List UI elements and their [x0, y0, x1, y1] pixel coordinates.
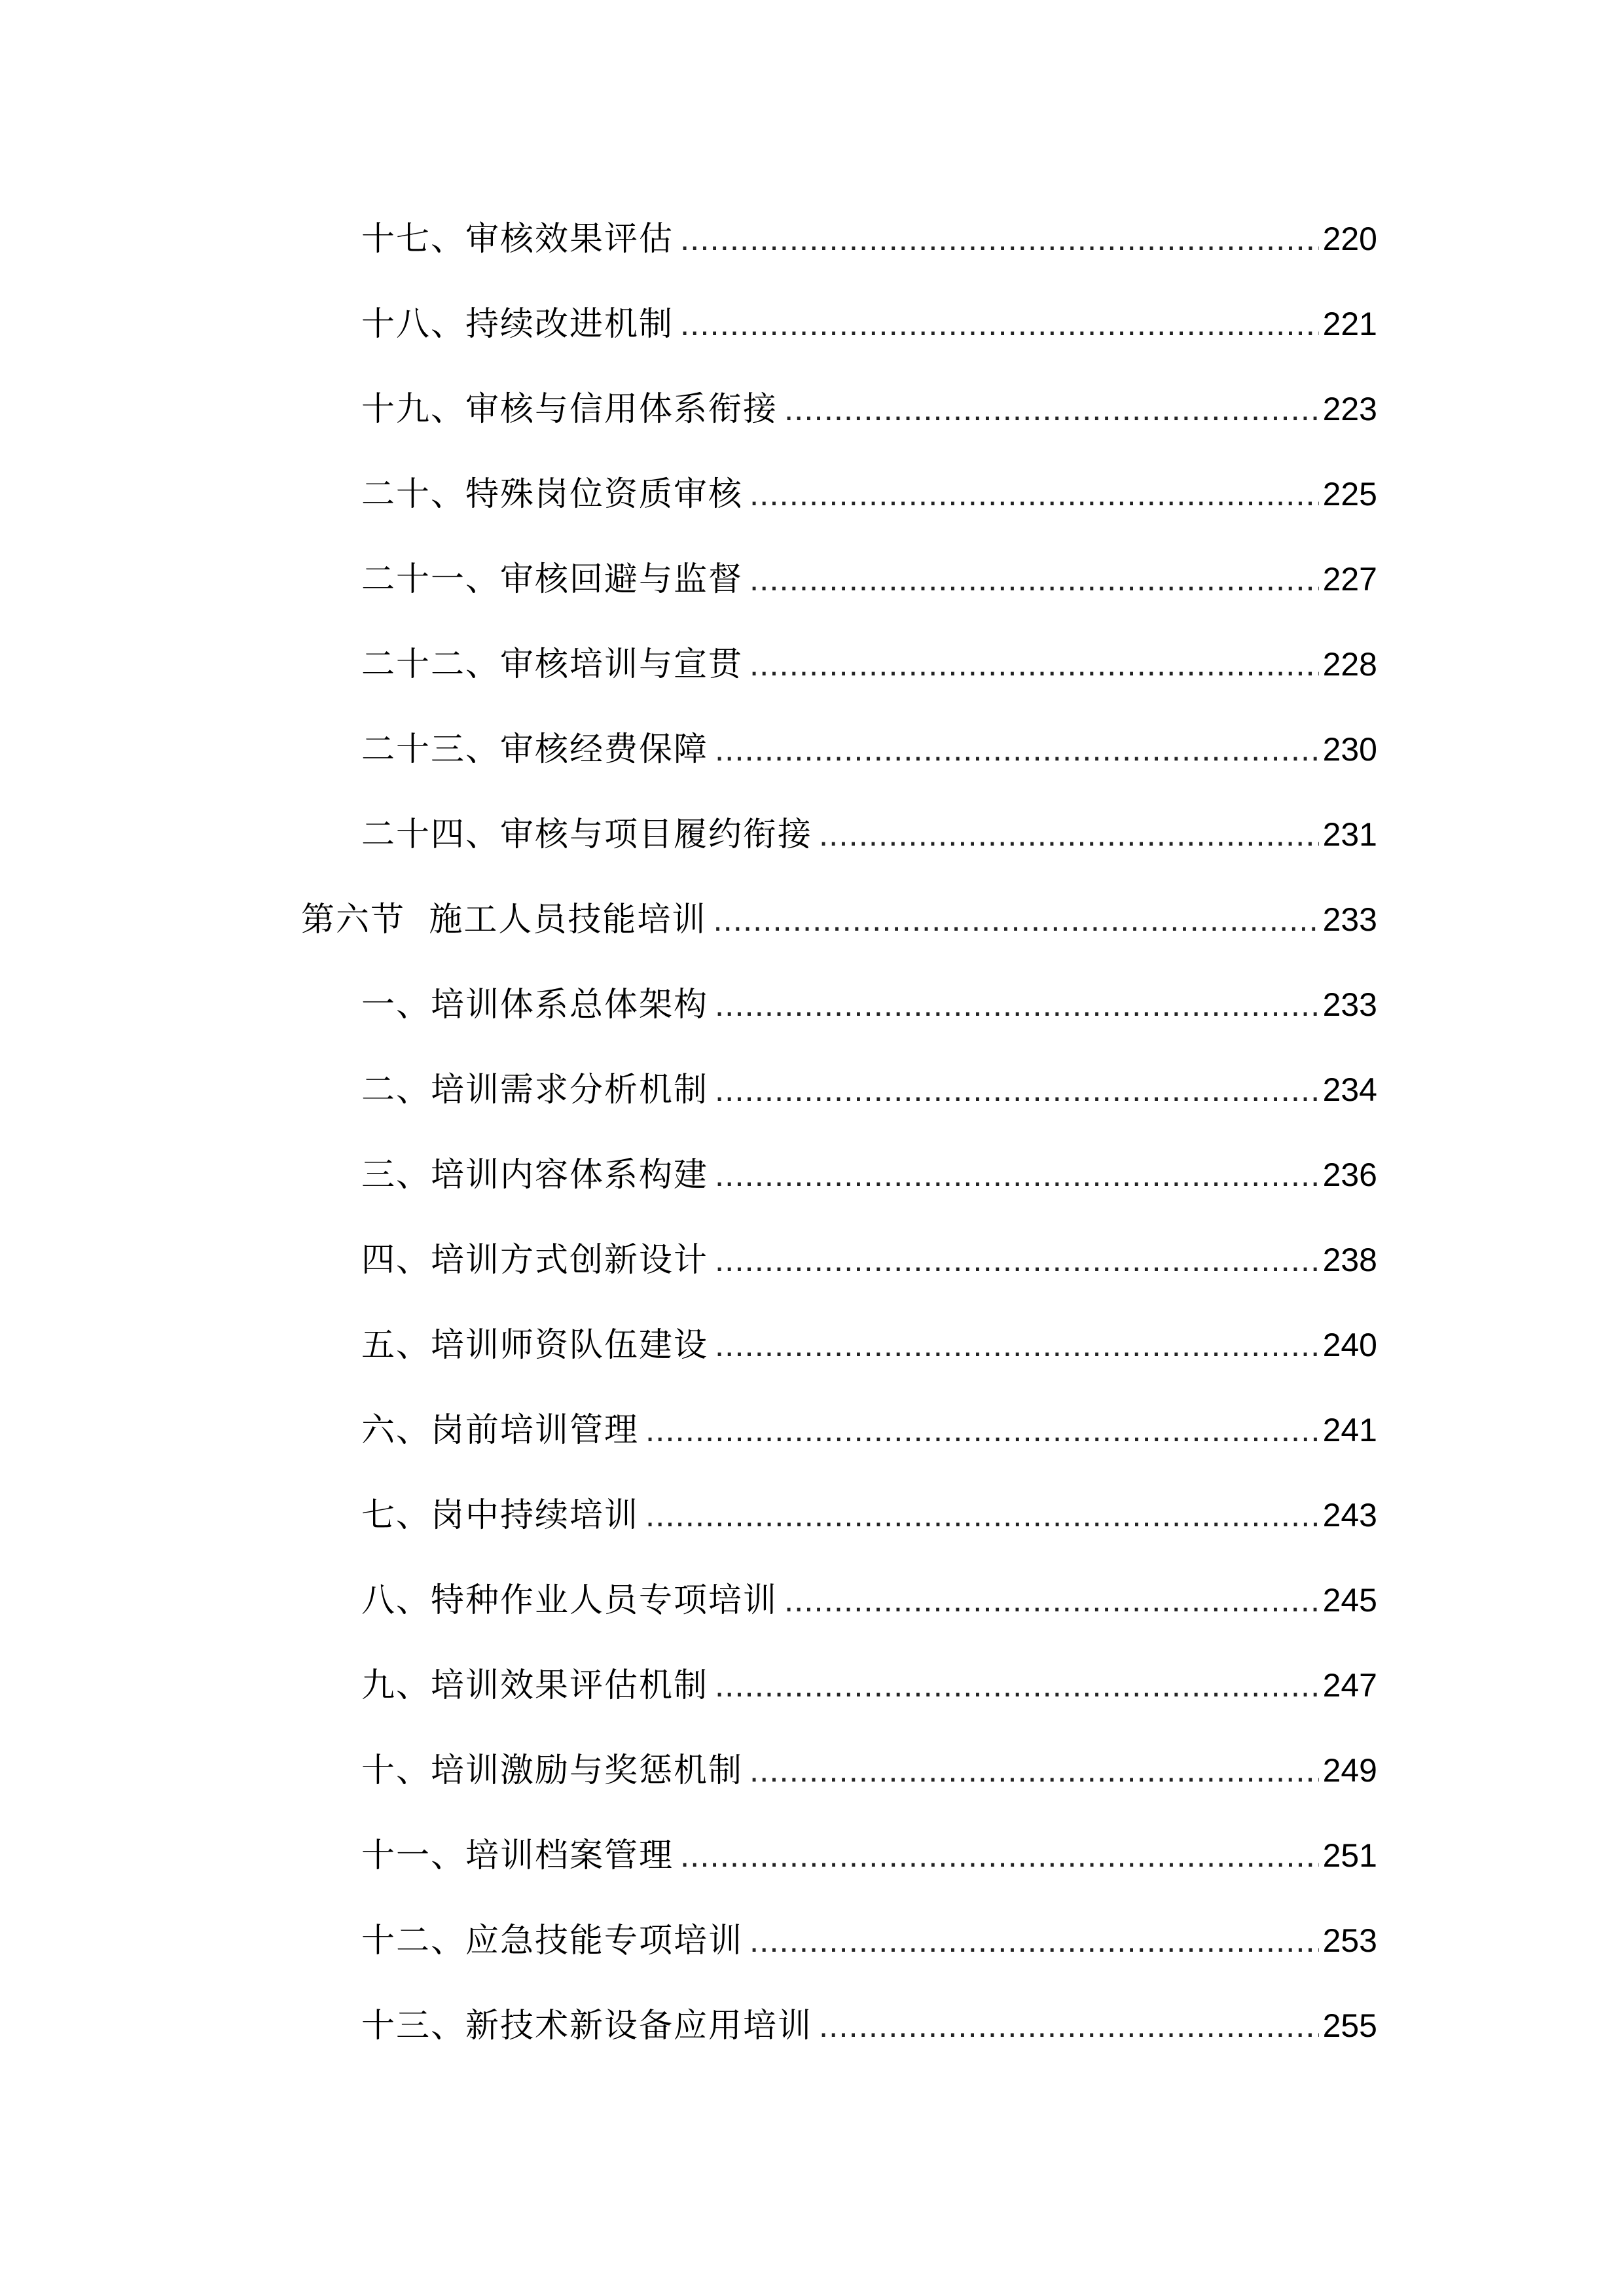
toc-entry[interactable] [0, 553, 1377, 605]
toc-dot-leader [713, 893, 1318, 946]
toc-page-number: 230 [1322, 731, 1377, 768]
toc-dot-leader [819, 2000, 1319, 2052]
toc-page-number: 234 [1322, 1071, 1377, 1108]
toc-entry-title: 十二、应急技能专项培训 [361, 1922, 744, 1960]
toc-entry-title: 十、培训激励与奖惩机制 [361, 1751, 744, 1790]
toc-entry[interactable] [0, 1149, 1377, 1201]
toc-page-number: 247 [1322, 1667, 1377, 1704]
toc-entry-title: 二十一、审核回避与监督 [361, 560, 744, 599]
toc-dot-leader [645, 1489, 1319, 1541]
toc-page-number: 251 [1322, 1837, 1377, 1874]
toc-entry[interactable] [0, 1234, 1377, 1286]
toc-page-number: 243 [1322, 1497, 1377, 1534]
toc-section-heading[interactable] [0, 893, 1377, 946]
toc-entry-title: 二十四、审核与项目履约衔接 [361, 816, 813, 854]
toc-page-number: 221 [1322, 306, 1377, 342]
toc-dot-leader [715, 978, 1319, 1031]
toc-dot-leader [715, 1149, 1319, 1201]
toc-entry-title: 五、培训师资队伍建设 [361, 1326, 709, 1365]
toc-entry[interactable] [0, 1659, 1377, 1712]
toc-entry-title: 十九、审核与信用体系衔接 [361, 390, 778, 429]
toc-page-number: 233 [1322, 986, 1377, 1023]
toc-dot-leader [784, 383, 1319, 435]
toc-page-number: 238 [1322, 1242, 1377, 1278]
toc-entry-title: 二十三、审核经费保障 [361, 730, 709, 769]
toc-dot-leader [749, 468, 1319, 520]
toc-dot-leader [645, 1404, 1319, 1456]
toc-page-number: 253 [1322, 1922, 1377, 1959]
toc-dot-leader [715, 1319, 1319, 1371]
toc-dot-leader [715, 1659, 1319, 1712]
toc-entry-title: 七、岗中持续培训 [361, 1496, 640, 1535]
toc-dot-leader [749, 638, 1319, 691]
toc-page-number: 227 [1322, 561, 1377, 598]
toc-dot-leader [749, 1744, 1319, 1797]
toc-page-number: 249 [1322, 1752, 1377, 1789]
toc-entry[interactable] [0, 383, 1377, 435]
toc-page-number: 220 [1322, 221, 1377, 257]
toc-dot-leader [680, 213, 1319, 265]
toc-entry-title: 十一、培训档案管理 [361, 1837, 674, 1875]
toc-entry-title: 二十、特殊岗位资质审核 [361, 475, 744, 514]
toc-entry[interactable] [0, 808, 1377, 861]
toc-dot-leader [680, 298, 1319, 350]
toc-page-number: 240 [1322, 1327, 1377, 1363]
toc-entry[interactable] [0, 1829, 1377, 1882]
toc-dot-leader [680, 1829, 1319, 1882]
toc-entry[interactable] [0, 213, 1377, 265]
toc-entry-title: 四、培训方式创新设计 [361, 1241, 709, 1280]
toc-entry-title: 二、培训需求分析机制 [361, 1071, 709, 1109]
toc-entry-title: 二十二、审核培训与宣贯 [361, 645, 744, 684]
toc-entry[interactable] [0, 1404, 1377, 1456]
toc-entry[interactable] [0, 1574, 1377, 1626]
toc-dot-leader [715, 1234, 1319, 1286]
toc-page-number: 255 [1322, 2007, 1377, 2044]
toc-entry[interactable] [0, 978, 1377, 1031]
toc-page-number: 231 [1322, 816, 1377, 853]
toc-entry-title: 一、培训体系总体架构 [361, 986, 709, 1024]
toc-entry[interactable] [0, 1064, 1377, 1116]
toc-entry[interactable] [0, 1489, 1377, 1541]
toc-page-number: 233 [1322, 901, 1377, 938]
toc-dot-leader [784, 1574, 1319, 1626]
toc-page-number: 236 [1322, 1157, 1377, 1193]
toc-entry[interactable] [0, 1744, 1377, 1797]
toc-page-number: 223 [1322, 391, 1377, 427]
toc-dot-leader [749, 1914, 1319, 1967]
toc-entry[interactable] [0, 468, 1377, 520]
toc-entry[interactable] [0, 298, 1377, 350]
toc-entry[interactable] [0, 1319, 1377, 1371]
toc-entry-title: 八、特种作业人员专项培训 [361, 1581, 778, 1620]
toc-entry-title: 十八、持续改进机制 [361, 305, 674, 344]
toc-entry[interactable] [0, 723, 1377, 776]
toc-dot-leader [749, 553, 1319, 605]
toc-page-number: 245 [1322, 1582, 1377, 1619]
toc-dot-leader [715, 723, 1319, 776]
toc-page-number: 241 [1322, 1412, 1377, 1448]
toc-entry[interactable] [0, 638, 1377, 691]
toc-page-number: 228 [1322, 646, 1377, 683]
toc-entry[interactable] [0, 2000, 1377, 2052]
toc-dot-leader [819, 808, 1319, 861]
toc-dot-leader [715, 1064, 1319, 1116]
toc-entry[interactable] [0, 1914, 1377, 1967]
toc-entry-title: 九、培训效果评估机制 [361, 1666, 709, 1705]
toc-page-number: 225 [1322, 476, 1377, 512]
toc-entry-title: 十三、新技术新设备应用培训 [361, 2007, 813, 2045]
toc-entry-title: 十七、审核效果评估 [361, 220, 674, 259]
toc-entry-title: 第六节 施工人员技能培训 [301, 901, 707, 939]
toc-entry-title: 六、岗前培训管理 [361, 1411, 640, 1450]
toc-entry-title: 三、培训内容体系构建 [361, 1156, 709, 1194]
